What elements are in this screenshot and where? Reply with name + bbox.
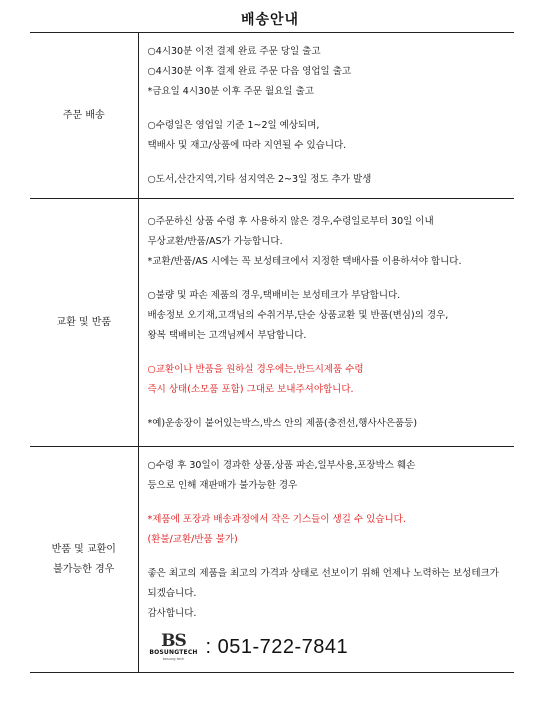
- section-content: [138, 447, 514, 673]
- spacer: [148, 102, 509, 116]
- contact-block: [148, 630, 509, 664]
- section-label: [30, 447, 138, 673]
- section-label-text: 교환 및 반품: [56, 316, 112, 328]
- logo-name: BOSUNGTECH: [149, 648, 198, 656]
- section-label-text: 불가능한 경우: [53, 563, 115, 575]
- logo-mark: BS: [161, 630, 186, 651]
- section-label-text: 반품 및 교환이: [51, 543, 116, 555]
- spacer: [148, 550, 509, 564]
- content-line: ○수령 후 30일이 경과한 상품,상품 파손,일부사용,포장박스 훼손: [147, 459, 416, 471]
- content-line: 택배사 및 재고/상품에 따라 지연될 수 있습니다.: [147, 139, 347, 151]
- content-line: ○수령일은 영업일 기준 1~2일 예상되며,: [147, 119, 320, 131]
- logo-subtitle: bosung tech: [162, 656, 185, 661]
- section-label: [30, 199, 138, 447]
- content-line: ○주문하신 상품 수령 후 사용하지 않은 경우,수령일로부터 30일 이내: [147, 215, 434, 227]
- section-row-shipping: [30, 33, 514, 199]
- content-line: 배송정보 오기재,고객님의 수취거부,단순 상품교환 및 반품(변심)의 경우,: [147, 309, 449, 321]
- content-line-highlight: (환불/교환/반품 불가): [147, 533, 238, 545]
- content-line-highlight: *제품에 포장과 배송과정에서 작은 기스들이 생길 수 있습니다.: [147, 513, 406, 525]
- content-line: ○4시30분 이전 결제 완료 주문 당일 출고: [147, 45, 321, 57]
- content-line: ○불량 및 파손 제품의 경우,택배비는 보성테크가 부담합니다.: [147, 289, 401, 301]
- section-label-text: 주문 배송: [62, 109, 105, 121]
- content-line: 무상교환/반품/AS가 가능합니다.: [147, 235, 283, 247]
- content-line: *금요일 4시30분 이후 주문 월요일 출고: [147, 85, 314, 97]
- content-line: *예)운송장이 붙어있는박스,박스 안의 제품(충전선,행사사은품등): [147, 417, 418, 429]
- phone-number: : 051-722-7841: [205, 635, 349, 658]
- spacer: [148, 400, 509, 414]
- content-line: ○도서,산간지역,기타 섬지역은 2~3일 정도 추가 발생: [147, 173, 372, 185]
- spacer: [148, 346, 509, 360]
- content-line: *교환/반품/AS 시에는 꼭 보성테크에서 지정한 택배사를 이용하셔야 합니다.: [147, 255, 462, 267]
- content-line-highlight: ○교환이나 반품을 원하실 경우에는,반드시제품 수령: [147, 363, 364, 375]
- content-line: 등으로 인해 재판매가 불가능한 경우: [147, 479, 298, 491]
- spacer: [148, 272, 509, 286]
- section-label: [30, 33, 138, 199]
- content-line-highlight: 즉시 상태(소모품 포함) 그대로 보내주셔야합니다.: [147, 383, 354, 395]
- spacer: [148, 496, 509, 510]
- page-title: 배송안내: [240, 12, 300, 28]
- spacer: [148, 156, 509, 170]
- section-content: [138, 33, 514, 199]
- shipping-info-table: [30, 32, 514, 673]
- content-line: ○4시30분 이후 결제 완료 주문 다음 영업일 출고: [147, 65, 352, 77]
- section-row-exchange: [30, 199, 514, 447]
- section-content: [138, 199, 514, 447]
- content-line: 감사합니다.: [147, 607, 197, 619]
- section-row-non-returnable: [30, 447, 514, 673]
- content-line: 왕복 택배비는 고객님께서 부담합니다.: [147, 329, 307, 341]
- bosungtech-logo: [148, 630, 200, 661]
- content-line: 좋은 최고의 제품을 최고의 가격과 상태로 선보이기 위해 언제나 노력하는 보성테크가 되겠습니다.: [147, 567, 499, 599]
